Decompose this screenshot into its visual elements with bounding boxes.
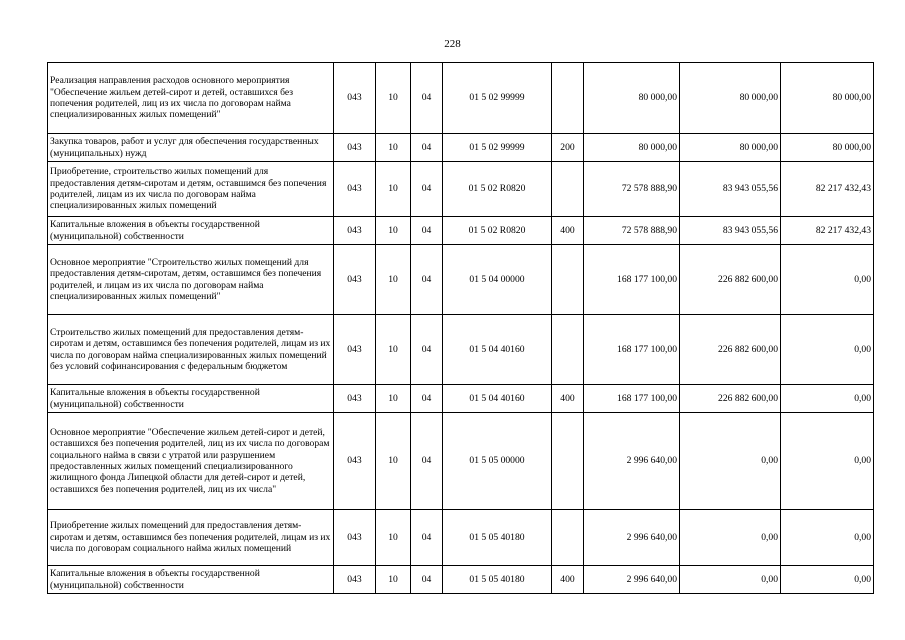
amount-year-3: 0,00 [781, 413, 874, 510]
subsection-code: 04 [411, 315, 443, 385]
row-name: Приобретение жилых помещений для предоставления детям-сиротам и детям, оставшимся без попечения родителей, лицам из их числа по договорам социального найма жилых помещений [48, 510, 334, 566]
amount-year-1: 2 996 640,00 [584, 566, 680, 594]
subsection-code: 04 [411, 510, 443, 566]
amount-year-2: 80 000,00 [680, 63, 781, 134]
amount-year-3: 82 217 432,43 [781, 217, 874, 245]
section-code: 10 [376, 385, 411, 413]
ministry-code: 043 [334, 217, 376, 245]
subsection-code: 04 [411, 245, 443, 315]
amount-year-2: 226 882 600,00 [680, 315, 781, 385]
row-name: Основное мероприятие "Строительство жилых помещений для предоставления детям-сиротам, детям, оставшимся без попечения родителей, и лицам из их числа по договорам найма специализированных жилых помещений" [48, 245, 334, 315]
amount-year-2: 83 943 055,56 [680, 162, 781, 217]
table-row [48, 134, 874, 162]
expense-type-code [552, 510, 584, 566]
amount-year-2: 83 943 055,56 [680, 217, 781, 245]
amount-year-1: 168 177 100,00 [584, 315, 680, 385]
amount-year-1: 72 578 888,90 [584, 162, 680, 217]
target-code: 01 5 02 99999 [443, 63, 552, 134]
target-code: 01 5 04 40160 [443, 385, 552, 413]
subsection-code: 04 [411, 413, 443, 510]
ministry-code: 043 [334, 245, 376, 315]
target-code: 01 5 02 R0820 [443, 217, 552, 245]
section-code: 10 [376, 134, 411, 162]
budget-table [47, 62, 874, 594]
amount-year-2: 80 000,00 [680, 134, 781, 162]
amount-year-2: 0,00 [680, 413, 781, 510]
amount-year-3: 80 000,00 [781, 63, 874, 134]
table-row [48, 63, 874, 134]
expense-type-code [552, 413, 584, 510]
section-code: 10 [376, 566, 411, 594]
section-code: 10 [376, 162, 411, 217]
target-code: 01 5 02 99999 [443, 134, 552, 162]
ministry-code: 043 [334, 134, 376, 162]
expense-type-code: 400 [552, 566, 584, 594]
row-name: Закупка товаров, работ и услуг для обеспечения государственных (муниципальных) нужд [48, 134, 334, 162]
section-code: 10 [376, 217, 411, 245]
amount-year-3: 0,00 [781, 315, 874, 385]
target-code: 01 5 05 40180 [443, 566, 552, 594]
table-row [48, 162, 874, 217]
amount-year-3: 0,00 [781, 566, 874, 594]
subsection-code: 04 [411, 63, 443, 134]
amount-year-3: 0,00 [781, 385, 874, 413]
ministry-code: 043 [334, 385, 376, 413]
target-code: 01 5 02 R0820 [443, 162, 552, 217]
ministry-code: 043 [334, 413, 376, 510]
section-code: 10 [376, 245, 411, 315]
row-name: Капитальные вложения в объекты государственной (муниципальной) собственности [48, 217, 334, 245]
ministry-code: 043 [334, 162, 376, 217]
target-code: 01 5 04 40160 [443, 315, 552, 385]
target-code: 01 5 05 00000 [443, 413, 552, 510]
ministry-code: 043 [334, 315, 376, 385]
amount-year-3: 80 000,00 [781, 134, 874, 162]
amount-year-2: 0,00 [680, 566, 781, 594]
ministry-code: 043 [334, 510, 376, 566]
expense-type-code [552, 245, 584, 315]
table-row [48, 413, 874, 510]
table-row [48, 385, 874, 413]
row-name: Капитальные вложения в объекты государственной (муниципальной) собственности [48, 566, 334, 594]
amount-year-2: 226 882 600,00 [680, 385, 781, 413]
amount-year-2: 226 882 600,00 [680, 245, 781, 315]
row-name: Капитальные вложения в объекты государственной (муниципальной) собственности [48, 385, 334, 413]
ministry-code: 043 [334, 63, 376, 134]
expense-type-code [552, 315, 584, 385]
subsection-code: 04 [411, 162, 443, 217]
subsection-code: 04 [411, 134, 443, 162]
row-name: Основное мероприятие "Обеспечение жильем детей-сирот и детей, оставшихся без попечения родителей, лиц из их числа по договорам социального найма в связи с утратой или разрушением предоставленных жилых помещений специализированного жилищного фонда Липецкой области для детей-сирот и детей, оставшихся без попечения родителей, лиц из их числа" [48, 413, 334, 510]
amount-year-1: 168 177 100,00 [584, 245, 680, 315]
amount-year-3: 82 217 432,43 [781, 162, 874, 217]
table-row [48, 315, 874, 385]
amount-year-2: 0,00 [680, 510, 781, 566]
target-code: 01 5 05 40180 [443, 510, 552, 566]
subsection-code: 04 [411, 566, 443, 594]
section-code: 10 [376, 413, 411, 510]
row-name: Приобретение, строительство жилых помещений для предоставления детям-сиротам и детям, оставшимся без попечения родителей, лицам из их числа по договорам найма специализированных жилых помещений [48, 162, 334, 217]
amount-year-1: 72 578 888,90 [584, 217, 680, 245]
table-row [48, 245, 874, 315]
row-name: Реализация направления расходов основного мероприятия "Обеспечение жильем детей-сирот и детей, оставшихся без попечения родителей, лиц из их числа по договорам найма специализированных жилых помещений" [48, 63, 334, 134]
subsection-code: 04 [411, 217, 443, 245]
expense-type-code [552, 162, 584, 217]
section-code: 10 [376, 315, 411, 385]
section-code: 10 [376, 63, 411, 134]
amount-year-1: 2 996 640,00 [584, 413, 680, 510]
amount-year-3: 0,00 [781, 510, 874, 566]
amount-year-3: 0,00 [781, 245, 874, 315]
amount-year-1: 168 177 100,00 [584, 385, 680, 413]
expense-type-code [552, 63, 584, 134]
expense-type-code: 200 [552, 134, 584, 162]
ministry-code: 043 [334, 566, 376, 594]
amount-year-1: 80 000,00 [584, 63, 680, 134]
table-row [48, 217, 874, 245]
subsection-code: 04 [411, 385, 443, 413]
table-row [48, 566, 874, 594]
amount-year-1: 2 996 640,00 [584, 510, 680, 566]
page-number: 228 [444, 38, 461, 50]
amount-year-1: 80 000,00 [584, 134, 680, 162]
section-code: 10 [376, 510, 411, 566]
table-row [48, 510, 874, 566]
row-name: Строительство жилых помещений для предоставления детям-сиротам и детям, оставшимся без попечения родителей, лицам из их числа по договорам найма специализированных жилых помещений без условий софинансирования с федеральным бюджетом [48, 315, 334, 385]
target-code: 01 5 04 00000 [443, 245, 552, 315]
expense-type-code: 400 [552, 385, 584, 413]
expense-type-code: 400 [552, 217, 584, 245]
